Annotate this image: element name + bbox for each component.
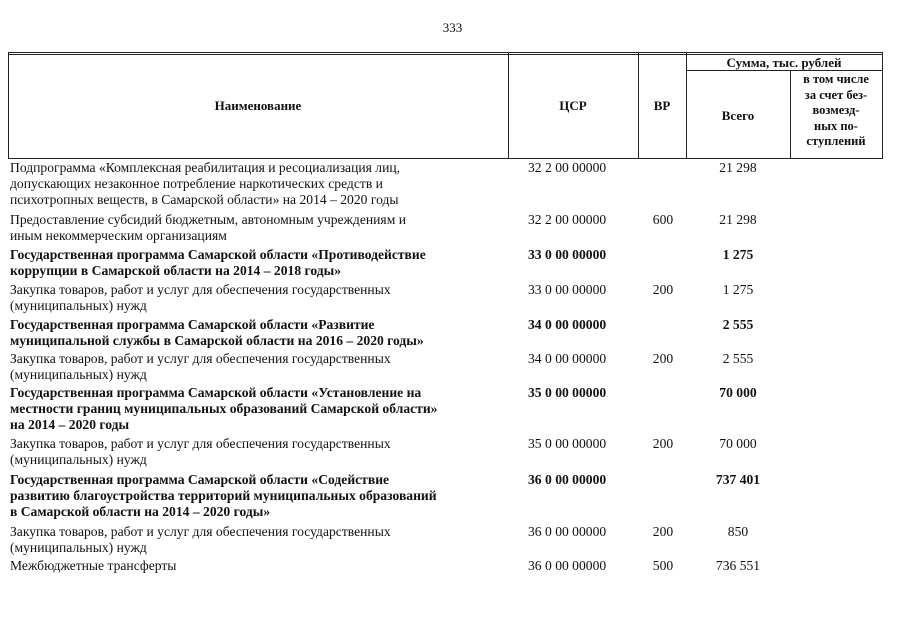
row-name <box>10 282 508 314</box>
row-csr: 33 0 00 00000 <box>528 282 607 297</box>
row-name-line: развитию благоустройства территорий муниципальных образований <box>10 488 437 503</box>
row-csr: 32 2 00 00000 <box>528 160 607 175</box>
row-name-line: в Самарской области на 2014 – 2020 годы» <box>10 504 271 519</box>
row-name-line: Закупка товаров, работ и услуг для обеспечения государственных <box>10 282 391 297</box>
row-total: 850 <box>727 524 749 539</box>
row-name <box>10 524 508 556</box>
header-free-line: в том числе <box>803 72 869 86</box>
header-free-line: за счет без- <box>804 87 868 102</box>
row-name-line: (муниципальных) нужд <box>10 298 147 313</box>
row-total: 70 000 <box>719 385 757 400</box>
row-csr: 34 0 00 00000 <box>528 317 607 332</box>
row-vr: 600 <box>652 212 674 227</box>
row-name-line: Подпрограмма «Комплексная реабилитация и ресоциализация лиц, <box>10 160 401 175</box>
row-name-line: (муниципальных) нужд <box>10 452 147 467</box>
table-header <box>0 0 905 160</box>
row-name-line: местности границ муниципальных образований Самарской области» <box>10 401 438 416</box>
header-vr: ВР <box>653 98 671 113</box>
row-name-line: коррупции в Самарской области на 2014 – 2018 годы» <box>10 263 342 278</box>
header-free-line: ных по- <box>814 118 858 133</box>
row-name-line: Государственная программа Самарской области «Противодействие <box>10 247 426 262</box>
header-csr: ЦСР <box>559 98 587 113</box>
row-csr: 32 2 00 00000 <box>528 212 607 227</box>
row-total: 737 401 <box>715 472 761 487</box>
row-name-line: Закупка товаров, работ и услуг для обеспечения государственных <box>10 351 391 366</box>
row-name-line: Государственная программа Самарской области «Содействие <box>10 472 390 487</box>
row-total: 2 555 <box>722 317 754 332</box>
row-name <box>10 351 508 383</box>
row-name-line: (муниципальных) нужд <box>10 367 147 382</box>
row-name <box>10 472 508 520</box>
row-name-line: иным некоммерческим организациям <box>10 228 227 243</box>
row-vr: 200 <box>652 282 674 297</box>
row-name-line: (муниципальных) нужд <box>10 540 147 555</box>
row-total: 21 298 <box>719 160 757 175</box>
row-name-line: Государственная программа Самарской области «Развитие <box>10 317 375 332</box>
header-free-line: ступлений <box>806 134 866 148</box>
row-name <box>10 558 508 574</box>
row-csr: 34 0 00 00000 <box>528 351 607 366</box>
row-name <box>10 385 508 433</box>
row-name-line: Предоставление субсидий бюджетным, автономным учреждениям и <box>10 212 406 227</box>
row-name-line: Межбюджетные трансферты <box>10 558 177 573</box>
header-free-line: возмезд- <box>812 103 860 117</box>
header-free-receipts <box>790 72 882 150</box>
row-name <box>10 317 508 349</box>
row-total: 1 275 <box>722 247 754 262</box>
row-total: 2 555 <box>722 351 754 366</box>
page-number: 333 <box>442 20 463 35</box>
row-total: 70 000 <box>719 436 757 451</box>
row-name-line: Закупка товаров, работ и услуг для обеспечения государственных <box>10 524 391 539</box>
row-name-line: на 2014 – 2020 годы <box>10 417 130 432</box>
row-name-line: психотропных веществ, в Самарской области» на 2014 – 2020 годы <box>10 192 399 207</box>
row-name <box>10 212 508 244</box>
row-total: 21 298 <box>719 212 757 227</box>
row-total: 1 275 <box>722 282 754 297</box>
row-vr: 200 <box>652 351 674 366</box>
row-name-line: Закупка товаров, работ и услуг для обеспечения государственных <box>10 436 391 451</box>
row-csr: 35 0 00 00000 <box>528 385 607 400</box>
row-name <box>10 247 508 279</box>
row-csr: 35 0 00 00000 <box>528 436 607 451</box>
header-bottom-rule <box>8 158 882 159</box>
row-name <box>10 436 508 468</box>
row-csr: 36 0 00 00000 <box>528 558 607 573</box>
header-name: Наименование <box>214 98 302 113</box>
row-name-line: Государственная программа Самарской области «Установление на <box>10 385 422 400</box>
header-right-rule <box>882 52 883 159</box>
row-csr: 33 0 00 00000 <box>528 247 607 262</box>
row-csr: 36 0 00 00000 <box>528 472 607 487</box>
header-top-rule <box>8 52 882 53</box>
header-total: Всего <box>721 108 755 123</box>
row-vr: 200 <box>652 524 674 539</box>
row-name-line: допускающих незаконное потребление наркотических средств и <box>10 176 383 191</box>
row-vr: 200 <box>652 436 674 451</box>
row-name-line: муниципальной службы в Самарской области на 2016 – 2020 годы» <box>10 333 424 348</box>
row-name <box>10 160 508 208</box>
row-total: 736 551 <box>715 558 761 573</box>
row-vr: 500 <box>652 558 674 573</box>
row-csr: 36 0 00 00000 <box>528 524 607 539</box>
header-sum-group: Сумма, тыс. рублей <box>726 55 842 70</box>
